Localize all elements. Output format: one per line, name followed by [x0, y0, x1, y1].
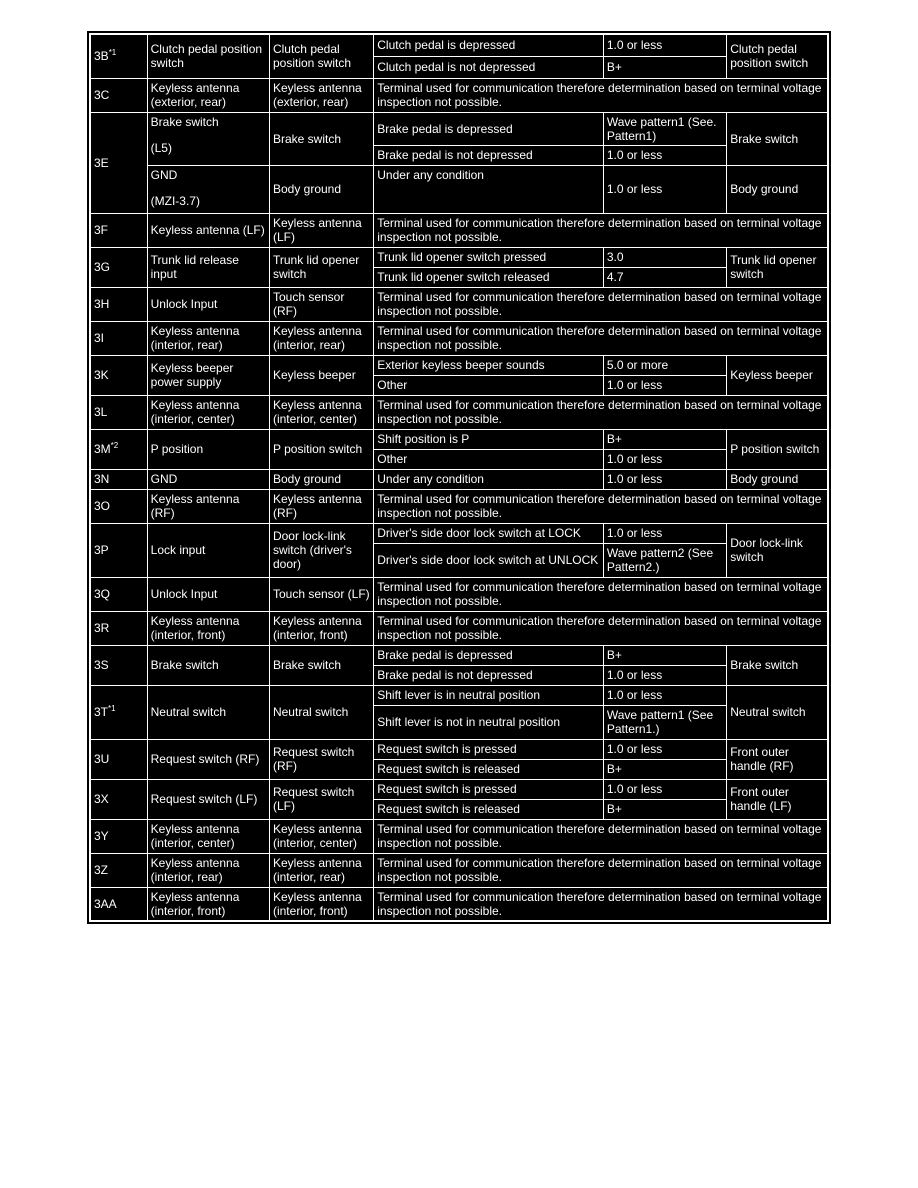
- inspection-item-cell: Front outer handle (LF): [727, 779, 828, 819]
- merged-note-cell: Terminal used for communication therefore determination based on terminal voltage inspection not possible.: [374, 489, 828, 523]
- table-row: [90, 287, 828, 321]
- voltage-cell: 1.0 or less: [603, 779, 726, 799]
- voltage-cell: 1.0 or less: [603, 739, 726, 759]
- terminal-label: 3Y: [94, 829, 109, 843]
- inspection-item-cell: Brake switch: [727, 645, 828, 685]
- condition-cell: Request switch is pressed: [374, 779, 604, 799]
- connected-to-label: GND: [150, 167, 178, 182]
- terminal-cell: [90, 429, 147, 469]
- terminal-cell: [90, 611, 147, 645]
- connected-to-extra: (MZI-3.7): [150, 193, 200, 208]
- connected-to-cell: Brake switch: [147, 645, 269, 685]
- terminal-cell: [90, 685, 147, 739]
- table-row: [90, 429, 828, 449]
- terminal-cell: [90, 112, 147, 213]
- table-row: [90, 819, 828, 853]
- item-cell: Keyless antenna (interior, front): [269, 611, 373, 645]
- connected-to-cell: Keyless antenna (interior, front): [147, 611, 269, 645]
- table-row: [90, 685, 828, 705]
- voltage-cell: B+: [603, 645, 726, 665]
- terminal-label: 3L: [94, 405, 108, 419]
- terminal-label: 3N: [94, 472, 110, 486]
- merged-note-cell: Terminal used for communication therefore determination based on terminal voltage inspection not possible.: [374, 395, 828, 429]
- inspection-item-cell: Neutral switch: [727, 685, 828, 739]
- terminal-label: 3O: [94, 499, 111, 513]
- terminal-cell: [90, 469, 147, 489]
- terminal-label: 3Z: [94, 863, 109, 877]
- table-row: [90, 34, 828, 56]
- merged-note-cell: Terminal used for communication therefore determination based on terminal voltage inspection not possible.: [374, 611, 828, 645]
- merged-note-cell: Terminal used for communication therefore determination based on terminal voltage inspection not possible.: [374, 819, 828, 853]
- terminal-cell: [90, 779, 147, 819]
- terminal-note: *1: [108, 48, 117, 58]
- condition-cell: Request switch is released: [374, 799, 604, 819]
- terminal-cell: [90, 213, 147, 247]
- condition-cell: Under any condition: [374, 165, 604, 213]
- connected-to-cell: Keyless antenna (LF): [147, 213, 269, 247]
- voltage-cell: 1.0 or less: [603, 34, 726, 56]
- terminal-note: *2: [110, 441, 119, 450]
- terminal-label: 3T: [94, 705, 109, 719]
- table-row: [90, 213, 828, 247]
- voltage-cell: 1.0 or less: [603, 145, 726, 165]
- connected-to-cell: Lock input: [147, 523, 269, 577]
- table-row: [90, 469, 828, 489]
- voltage-cell: B+: [603, 56, 726, 78]
- connected-to-cell: Unlock Input: [147, 287, 269, 321]
- voltage-cell: Wave pattern2 (See Pattern2.): [603, 543, 726, 577]
- voltage-cell: 3.0: [603, 247, 726, 267]
- terminal-label: 3B: [94, 49, 109, 64]
- table-row: [90, 779, 828, 799]
- connected-to-cell: Keyless antenna (interior, front): [147, 887, 269, 921]
- connected-to-cell: [147, 112, 269, 165]
- condition-cell: Brake pedal is not depressed: [374, 665, 604, 685]
- inspection-item-cell: Brake switch: [727, 112, 828, 165]
- merged-note-cell: Terminal used for communication therefore determination based on terminal voltage inspection not possible.: [374, 577, 828, 611]
- condition-cell: Driver's side door lock switch at LOCK: [374, 523, 604, 543]
- voltage-cell: Wave pattern1 (See Pattern1.): [603, 705, 726, 739]
- terminal-label: 3S: [94, 658, 109, 672]
- connected-to-cell: Keyless beeper power supply: [147, 355, 269, 395]
- item-cell: Request switch (LF): [269, 779, 373, 819]
- condition-cell: Other: [374, 449, 604, 469]
- inspection-item-cell: Front outer handle (RF): [727, 739, 828, 779]
- item-cell: Trunk lid opener switch: [269, 247, 373, 287]
- terminal-label: 3AA: [94, 896, 117, 911]
- table-row: [90, 247, 828, 267]
- inspection-item-cell: Body ground: [727, 165, 828, 213]
- item-cell: Keyless antenna (interior, rear): [269, 853, 373, 887]
- table-row: [90, 78, 828, 112]
- terminal-label: 3Q: [94, 587, 111, 601]
- connected-to-cell: P position: [147, 429, 269, 469]
- terminal-label: 3R: [94, 621, 110, 635]
- terminal-cell: [90, 645, 147, 685]
- item-cell: Touch sensor (RF): [269, 287, 373, 321]
- terminal-label: 3C: [94, 88, 110, 102]
- connected-to-cell: GND: [147, 469, 269, 489]
- voltage-cell: 5.0 or more: [603, 355, 726, 375]
- terminal-label: 3M: [94, 442, 111, 456]
- voltage-cell: 1.0 or less: [603, 375, 726, 395]
- connected-to-cell: Keyless antenna (interior, rear): [147, 853, 269, 887]
- terminal-label: 3E: [94, 155, 109, 170]
- item-cell: Keyless antenna (RF): [269, 489, 373, 523]
- item-cell: Brake switch: [269, 645, 373, 685]
- condition-cell: Trunk lid opener switch pressed: [374, 247, 604, 267]
- condition-cell: Shift position is P: [374, 429, 604, 449]
- terminal-cell: [90, 287, 147, 321]
- terminal-label: 3G: [94, 260, 111, 274]
- voltage-cell: 1.0 or less: [603, 469, 726, 489]
- item-cell: Keyless beeper: [269, 355, 373, 395]
- inspection-item-cell: P position switch: [727, 429, 828, 469]
- connected-to-cell: Trunk lid release input: [147, 247, 269, 287]
- item-cell: Keyless antenna (interior, center): [269, 395, 373, 429]
- merged-note-cell: Terminal used for communication therefore determination based on terminal voltage inspection not possible.: [374, 78, 828, 112]
- condition-cell: Brake pedal is depressed: [374, 645, 604, 665]
- voltage-cell: 1.0 or less: [603, 665, 726, 685]
- terminal-label: 3I: [94, 331, 105, 345]
- inspection-item-cell: Trunk lid opener switch: [727, 247, 828, 287]
- terminal-cell: [90, 853, 147, 887]
- terminal-cell: [90, 577, 147, 611]
- condition-cell: Request switch is pressed: [374, 739, 604, 759]
- item-cell: P position switch: [269, 429, 373, 469]
- connected-to-cell: Clutch pedal position switch: [147, 34, 269, 78]
- terminal-cell: [90, 523, 147, 577]
- terminal-cell: [90, 887, 147, 921]
- condition-cell: Exterior keyless beeper sounds: [374, 355, 604, 375]
- item-cell: Door lock-link switch (driver's door): [269, 523, 373, 577]
- condition-cell: Clutch pedal is not depressed: [374, 56, 604, 78]
- connected-to-cell: Keyless antenna (RF): [147, 489, 269, 523]
- terminal-label: 3K: [94, 368, 109, 382]
- connected-to-cell: Unlock Input: [147, 577, 269, 611]
- item-cell: Keyless antenna (exterior, rear): [269, 78, 373, 112]
- terminal-label: 3H: [94, 297, 110, 311]
- terminal-label: 3F: [94, 223, 109, 237]
- condition-cell: Other: [374, 375, 604, 395]
- terminal-cell: [90, 34, 147, 78]
- condition-cell: Driver's side door lock switch at UNLOCK: [374, 543, 604, 577]
- inspection-item-cell: Keyless beeper: [727, 355, 828, 395]
- item-cell: Request switch (RF): [269, 739, 373, 779]
- item-cell: Clutch pedal position switch: [269, 34, 373, 78]
- item-cell: Touch sensor (LF): [269, 577, 373, 611]
- item-cell: Body ground: [269, 469, 373, 489]
- item-cell: Brake switch: [269, 112, 373, 165]
- terminal-label: 3X: [94, 792, 109, 806]
- voltage-cell: 4.7: [603, 267, 726, 287]
- terminal-note: *1: [108, 704, 116, 713]
- connected-to-label: Brake switch: [150, 114, 219, 129]
- table-row: [90, 165, 828, 213]
- condition-cell: Request switch is released: [374, 759, 604, 779]
- terminal-cell: [90, 819, 147, 853]
- table-row: [90, 853, 828, 887]
- inspection-item-cell: Body ground: [727, 469, 828, 489]
- merged-note-cell: Terminal used for communication therefore determination based on terminal voltage inspection not possible.: [374, 887, 828, 921]
- terminal-cell: [90, 739, 147, 779]
- table-row: [90, 739, 828, 759]
- condition-cell: Brake pedal is not depressed: [374, 145, 604, 165]
- condition-cell: Brake pedal is depressed: [374, 112, 604, 145]
- item-cell: Neutral switch: [269, 685, 373, 739]
- table-row: [90, 523, 828, 543]
- table-row: [90, 611, 828, 645]
- table-row: [90, 887, 828, 921]
- voltage-cell: B+: [603, 799, 726, 819]
- merged-note-cell: Terminal used for communication therefore determination based on terminal voltage inspection not possible.: [374, 321, 828, 355]
- table-row: [90, 355, 828, 375]
- terminal-label: 3P: [94, 543, 109, 557]
- terminal-label: 3U: [94, 752, 110, 766]
- condition-cell: Under any condition: [374, 469, 604, 489]
- condition-cell: Trunk lid opener switch released: [374, 267, 604, 287]
- connected-to-cell: Request switch (LF): [147, 779, 269, 819]
- connected-to-extra: (L5): [150, 140, 172, 155]
- table-row: [90, 112, 828, 145]
- item-cell: Body ground: [269, 165, 373, 213]
- voltage-cell: B+: [603, 759, 726, 779]
- connected-to-cell: [147, 165, 269, 213]
- voltage-cell: Wave pattern1 (See. Pattern1): [603, 112, 726, 145]
- terminal-cell: [90, 78, 147, 112]
- condition-cell: Clutch pedal is depressed: [374, 34, 604, 56]
- connected-to-cell: Request switch (RF): [147, 739, 269, 779]
- voltage-cell: B+: [603, 429, 726, 449]
- condition-cell: Shift lever is in neutral position: [374, 685, 604, 705]
- merged-note-cell: Terminal used for communication therefore determination based on terminal voltage inspection not possible.: [374, 287, 828, 321]
- table-row: [90, 321, 828, 355]
- inspection-item-cell: Clutch pedal position switch: [727, 34, 828, 78]
- voltage-cell: 1.0 or less: [603, 523, 726, 543]
- terminal-cell: [90, 355, 147, 395]
- inspection-item-cell: Door lock-link switch: [727, 523, 828, 577]
- voltage-cell: 1.0 or less: [603, 685, 726, 705]
- merged-note-cell: Terminal used for communication therefore determination based on terminal voltage inspection not possible.: [374, 213, 828, 247]
- terminal-cell: [90, 321, 147, 355]
- connected-to-cell: Keyless antenna (exterior, rear): [147, 78, 269, 112]
- item-cell: Keyless antenna (LF): [269, 213, 373, 247]
- item-cell: Keyless antenna (interior, center): [269, 819, 373, 853]
- voltage-cell: 1.0 or less: [603, 165, 726, 213]
- terminal-cell: [90, 247, 147, 287]
- table-row: [90, 395, 828, 429]
- table-row: [90, 489, 828, 523]
- connected-to-cell: Keyless antenna (interior, center): [147, 819, 269, 853]
- merged-note-cell: Terminal used for communication therefore determination based on terminal voltage inspection not possible.: [374, 853, 828, 887]
- voltage-cell: 1.0 or less: [603, 449, 726, 469]
- item-cell: Keyless antenna (interior, front): [269, 887, 373, 921]
- terminal-cell: [90, 395, 147, 429]
- connected-to-cell: Keyless antenna (interior, center): [147, 395, 269, 429]
- condition-cell: Shift lever is not in neutral position: [374, 705, 604, 739]
- terminal-cell: [90, 489, 147, 523]
- item-cell: Keyless antenna (interior, rear): [269, 321, 373, 355]
- table-row: [90, 577, 828, 611]
- terminal-voltage-table: [89, 33, 829, 922]
- connected-to-cell: Keyless antenna (interior, rear): [147, 321, 269, 355]
- connected-to-cell: Neutral switch: [147, 685, 269, 739]
- table-row: [90, 645, 828, 665]
